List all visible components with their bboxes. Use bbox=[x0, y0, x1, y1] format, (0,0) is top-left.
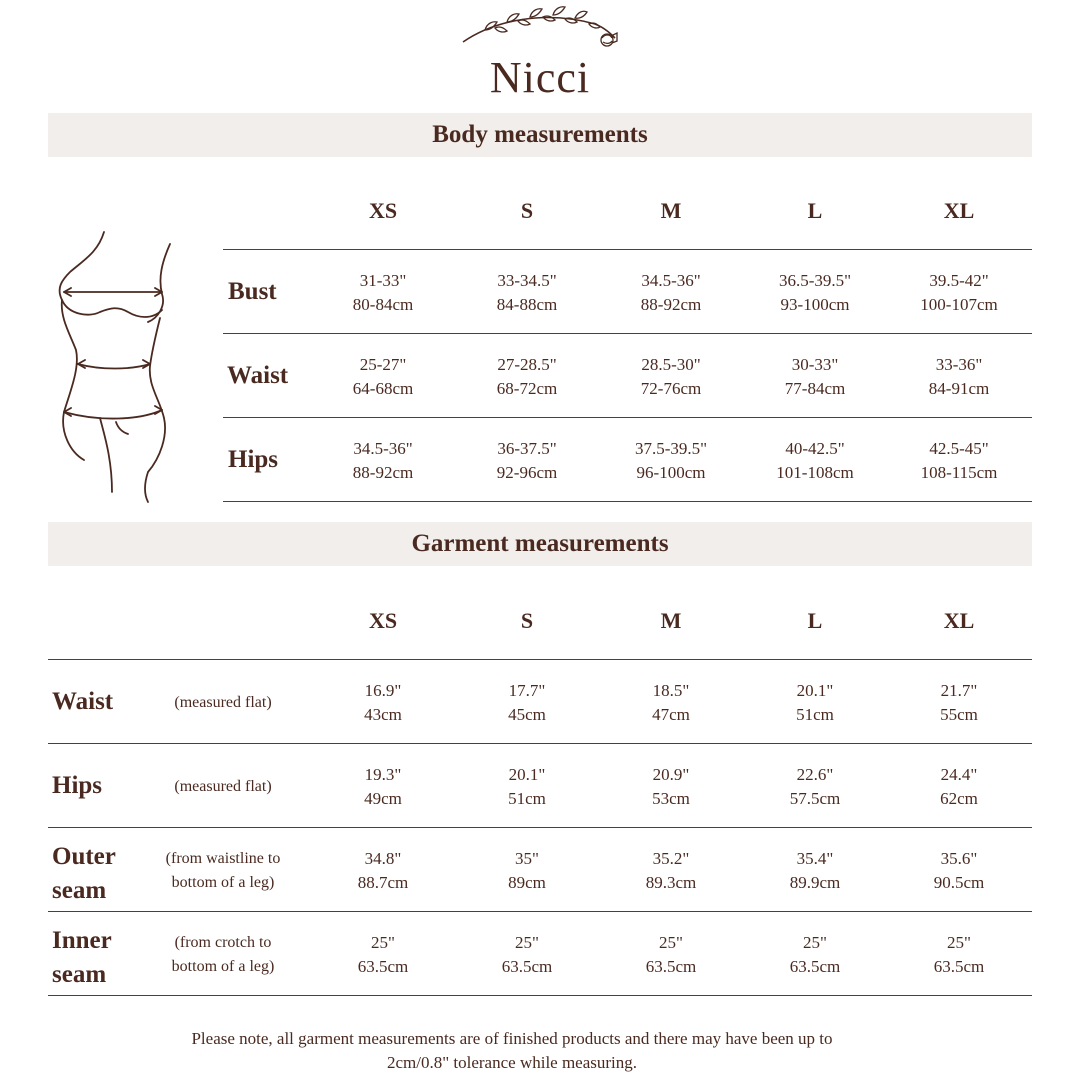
body-cell: 27-28.5" 68-72cm bbox=[496, 355, 558, 398]
garment-cell: 20.1" 51cm bbox=[796, 681, 834, 724]
garment-row-label-waist: Waist bbox=[52, 688, 114, 715]
body-size-m: M bbox=[660, 198, 682, 223]
body-size-s: S bbox=[520, 198, 534, 223]
divider bbox=[48, 827, 1032, 828]
divider bbox=[48, 911, 1032, 912]
body-cell: 37.5-39.5" 96-100cm bbox=[634, 439, 708, 482]
body-cell: 31-33" 80-84cm bbox=[352, 271, 414, 314]
body-measurements-heading: Body measurements bbox=[48, 113, 1032, 157]
footnote: Please note, all garment measurements are of finished products and there may have been up to 2cm/0.8" tolerance while measuring. bbox=[191, 1029, 833, 1072]
garment-size-xs: XS bbox=[368, 608, 398, 633]
body-figure-illustration bbox=[40, 222, 190, 507]
body-cell: 25-27" 64-68cm bbox=[352, 355, 414, 398]
divider bbox=[223, 501, 1032, 502]
garment-row-note: (from waistline to bottom of a leg) bbox=[165, 850, 281, 891]
garment-cell: 16.9" 43cm bbox=[364, 681, 402, 724]
garment-cell: 20.9" 53cm bbox=[652, 765, 690, 808]
body-size-xs: XS bbox=[368, 198, 398, 223]
garment-size-s: S bbox=[520, 608, 534, 633]
divider bbox=[223, 249, 1032, 250]
logo-sprig-icon bbox=[455, 2, 625, 54]
garment-cell: 35.6" 90.5cm bbox=[933, 849, 985, 892]
garment-cell: 35.2" 89.3cm bbox=[645, 849, 697, 892]
divider bbox=[223, 333, 1032, 334]
body-cell: 30-33" 77-84cm bbox=[784, 355, 846, 398]
garment-cell: 17.7" 45cm bbox=[508, 681, 546, 724]
garment-measurements-heading: Garment measurements bbox=[48, 522, 1032, 566]
divider bbox=[48, 743, 1032, 744]
garment-size-xl: XL bbox=[943, 608, 975, 633]
divider bbox=[48, 659, 1032, 660]
garment-cell: 25" 63.5cm bbox=[357, 933, 409, 976]
garment-cell: 25" 63.5cm bbox=[789, 933, 841, 976]
body-cell: 33-34.5" 84-88cm bbox=[496, 271, 558, 314]
garment-cell: 24.4" 62cm bbox=[940, 765, 978, 808]
garment-cell: 19.3" 49cm bbox=[364, 765, 402, 808]
garment-cell: 35" 89cm bbox=[508, 849, 546, 892]
body-size-l: L bbox=[807, 198, 823, 223]
body-size-xl: XL bbox=[943, 198, 975, 223]
garment-row-label-inner-seam: Inner seam bbox=[52, 927, 112, 988]
body-row-label-hips: Hips bbox=[228, 446, 279, 473]
garment-cell: 18.5" 47cm bbox=[652, 681, 690, 724]
divider bbox=[48, 995, 1032, 996]
garment-cell: 34.8" 88.7cm bbox=[357, 849, 409, 892]
body-cell: 36.5-39.5" 93-100cm bbox=[778, 271, 852, 314]
body-cell: 36-37.5" 92-96cm bbox=[496, 439, 558, 482]
garment-size-l: L bbox=[807, 608, 823, 633]
garment-cell: 22.6" 57.5cm bbox=[789, 765, 841, 808]
body-row-label-bust: Bust bbox=[228, 278, 277, 305]
garment-row-note: (measured flat) bbox=[174, 778, 272, 795]
garment-size-m: M bbox=[660, 608, 682, 633]
body-cell: 28.5-30" 72-76cm bbox=[640, 355, 702, 398]
body-cell: 34.5-36" 88-92cm bbox=[352, 439, 414, 482]
garment-cell: 25" 63.5cm bbox=[645, 933, 697, 976]
body-cell: 33-36" 84-91cm bbox=[928, 355, 990, 398]
body-cell: 40-42.5" 101-108cm bbox=[776, 439, 854, 482]
garment-row-note: (measured flat) bbox=[174, 694, 272, 711]
garment-cell: 20.1" 51cm bbox=[508, 765, 546, 808]
garment-cell: 21.7" 55cm bbox=[940, 681, 978, 724]
divider bbox=[223, 417, 1032, 418]
garment-cell: 25" 63.5cm bbox=[933, 933, 985, 976]
garment-row-note: (from crotch to bottom of a leg) bbox=[171, 934, 275, 975]
garment-row-label-hips: Hips bbox=[52, 772, 103, 799]
garment-cell: 35.4" 89.9cm bbox=[789, 849, 841, 892]
body-cell: 42.5-45" 108-115cm bbox=[920, 439, 998, 482]
garment-cell: 25" 63.5cm bbox=[501, 933, 553, 976]
body-row-label-waist: Waist bbox=[227, 362, 289, 389]
brand-logo-text: Nicci bbox=[489, 53, 591, 102]
body-cell: 34.5-36" 88-92cm bbox=[640, 271, 702, 314]
garment-row-label-outer-seam: Outer seam bbox=[52, 843, 116, 904]
body-cell: 39.5-42" 100-107cm bbox=[920, 271, 998, 314]
